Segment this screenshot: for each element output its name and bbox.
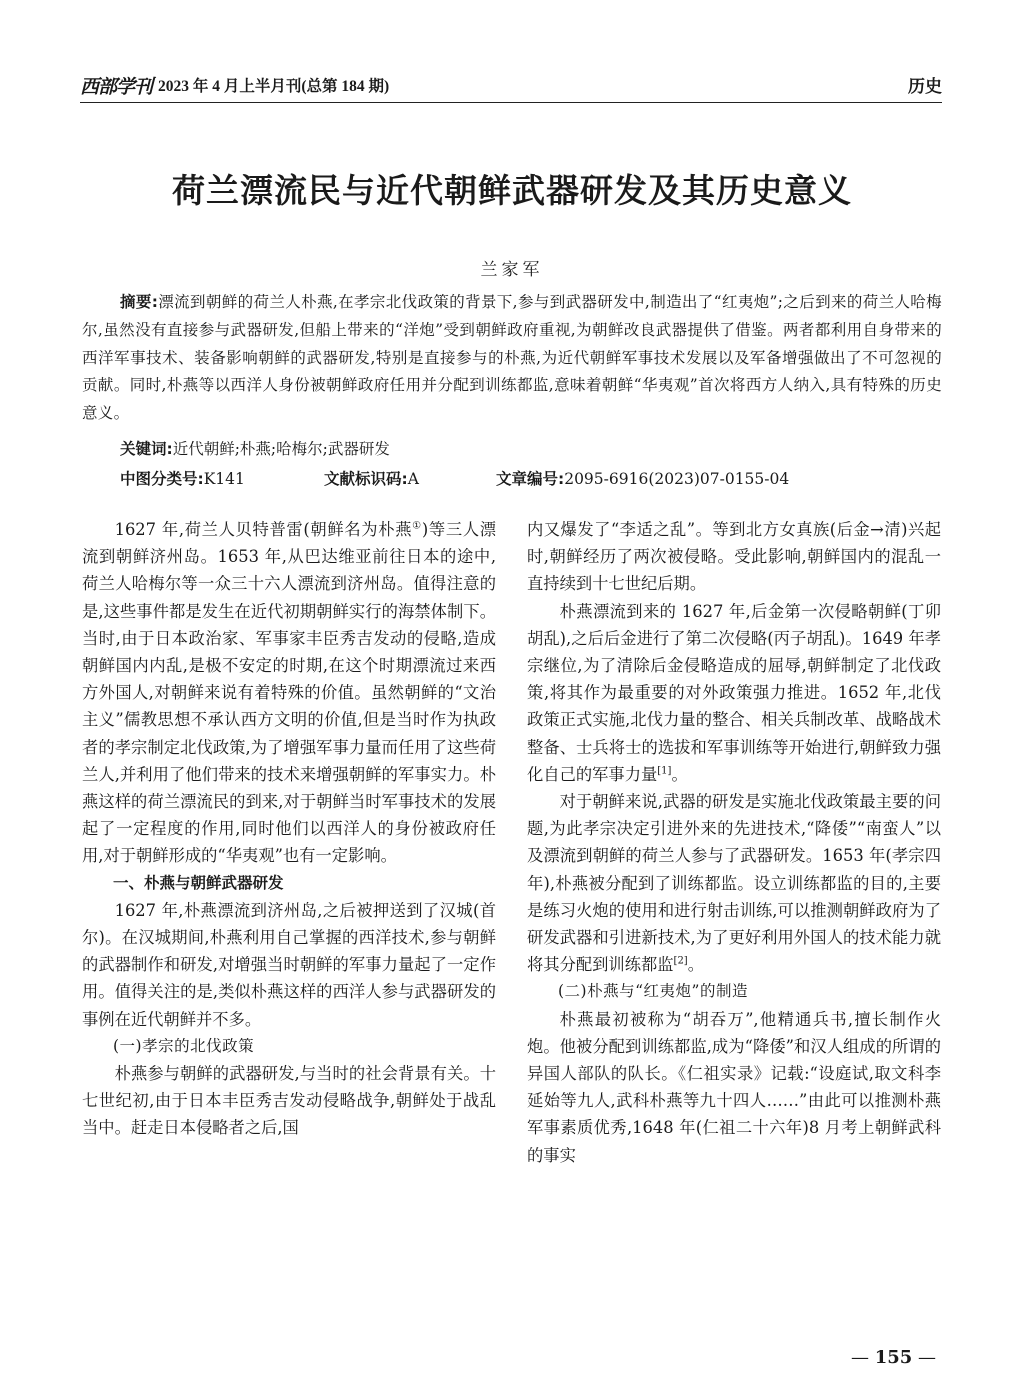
keywords — [120, 437, 390, 459]
keywords-text: 近代朝鲜;朴燕;哈梅尔;武器研发 — [172, 440, 390, 458]
journal-logo: 西部学刊 — [80, 76, 153, 98]
keywords-label: 关键词: — [120, 440, 173, 458]
running-header — [80, 66, 942, 103]
subsection-heading: (一)孝宗的北伐政策 — [113, 1036, 255, 1055]
issue-info: 2023 年 4 月上半月刊(总第 184 期) — [158, 78, 390, 95]
section-name: 历史 — [908, 77, 942, 97]
page-dash: — — [850, 1347, 875, 1368]
body-paragraph: 1627 年,荷兰人贝特普雷(朝鲜名为朴燕①)等三人漂流到朝鲜济州岛。1653 年,从巴达维亚前往日本的途中,荷兰人哈梅尔等一众三十六人漂流到济州岛。值得注意的是,这些事件都是发生在近代初期朝鲜实行的海禁体制下。当时,由于日本政治家、军事家丰臣秀吉发动的侵略,造成朝鲜国内内乱,是极不安定的时期,在这个时期漂流过来西方外国人,对朝鲜来说有着特殊的价值。虽然朝鲜的“文治主义”儒教思想不承认西方文明的价值,但是当时作为执政者的孝宗制定北伐政策,为了增强军事力量而任用了这些荷兰人,并利用了他们带来的技术来增强朝鲜的军事实力。朴燕这样的荷兰漂流民的到来,对于朝鲜当时军事技术的发展起了一定程度的作用,同时他们以西洋人的身份被政府任用,对于朝鲜形成的“华夷观”也有一定影响。 — [82, 520, 497, 866]
body-paragraph: 朴燕最初被称为“胡吞万”,他精通兵书,擅长制作火炮。他被分配到训练都监,成为“降倭”和汉人组成的所谓的异国人部队的队长。《仁祖实录》记载:“设庭试,取文科李延始等九人,武科朴燕等九十四人……”由此可以推测朴燕军事素质优秀,1648 年(仁祖二十六年)8 月考上朝鲜武科的事实 — [527, 1009, 941, 1165]
article-title: 荷兰漂流民与近代朝鲜武器研发及其历史意义 — [172, 171, 852, 210]
abstract-label: 摘要: — [120, 293, 159, 311]
body-paragraph: 内又爆发了“李适之乱”。等到北方女真族(后金→清)兴起时,朝鲜经历了两次被侵略。受此影响,朝鲜国内的混乱一直持续到十七世纪后期。 — [527, 520, 941, 594]
body-paragraph: 朴燕参与朝鲜的武器研发,与当时的社会背景有关。十七世纪初,由于日本丰臣秀吉发动侵略战争,朝鲜处于战乱当中。赶走日本侵略者之后,国 — [82, 1064, 496, 1138]
author-name: 兰家军 — [480, 260, 544, 280]
page-dash: — — [912, 1347, 936, 1368]
page-number: — 155 — — [850, 1347, 936, 1368]
body-paragraph: 朴燕漂流到来的 1627 年,后金第一次侵略朝鲜(丁卯胡乱),之后后金进行了第二次侵略(丙子胡乱)。1649 年孝宗继位,为了清除后金侵略造成的屈辱,朝鲜制定了北伐政策,将其作为最重要的对外政策强力推进。1652 年,北伐政策正式实施,北伐力量的整合、相关兵制改革、战略战术整备、士兵将士的选拔和军事训练等开始进行,朝鲜致力强化自己的军事力量[1]。 — [527, 601, 941, 784]
left-column — [82, 516, 496, 1142]
body-paragraph: 1627 年,朴燕漂流到济州岛,之后被押送到了汉城(首尔)。在汉城期间,朴燕利用自己掌握的西洋技术,参与朝鲜的武器制作和研发,对增强当时朝鲜的军事力量起了一定作用。值得关注的是,类似朴燕这样的西洋人参与武器研发的事例在近代朝鲜并不多。 — [82, 900, 496, 1029]
subsection-heading: (二)朴燕与“红夷炮”的制造 — [558, 982, 748, 1001]
body-paragraph: 对于朝鲜来说,武器的研发是实施北伐政策最主要的问题,为此孝宗决定引进外来的先进技术,“降倭”“南蛮人”以及漂流到朝鲜的荷兰人参与了武器研发。1653 年(孝宗四年),朴燕被分配到了训练都监。设立训练都监的目的,主要是练习火炮的使用和进行射击训练,可以推测朝鲜政府为了研发武器和引进新技术,为了更好利用外国人的技术能力就将其分配到训练都监[2]。 — [527, 792, 941, 975]
abstract — [82, 289, 942, 428]
document-code: 文献标识码:A — [324, 470, 419, 488]
footnote-marker: ① — [412, 520, 422, 532]
citation-ref: [2] — [673, 955, 688, 967]
article-number: 文章编号:2095-6916(2023)07-0155-04 — [496, 470, 790, 488]
clc-number: 中图分类号:K141 — [120, 470, 245, 488]
abstract-text: 漂流到朝鲜的荷兰人朴燕,在孝宗北伐政策的背景下,参与到武器研发中,制造出了“红夷炮”;之后到来的荷兰人哈梅尔,虽然没有直接参与武器研发,但船上带来的“洋炮”受到朝鲜政府重视,为朝鲜改良武器提供了借鉴。两者都利用自身带来的西洋军事技术、装备影响朝鲜的武器研发,特别是直接参与的朴燕,为近代朝鲜军事技术发展以及军备增强做出了不可忽视的贡献。同时,朴燕等以西洋人身份被朝鲜政府任用并分配到训练都监,意味着朝鲜“华夷观”首次将西方人纳入,具有特殊的历史意义。 — [82, 293, 942, 423]
section-heading: 一、朴燕与朝鲜武器研发 — [113, 873, 284, 892]
citation-ref: [1] — [657, 765, 672, 777]
right-column — [527, 516, 941, 1169]
